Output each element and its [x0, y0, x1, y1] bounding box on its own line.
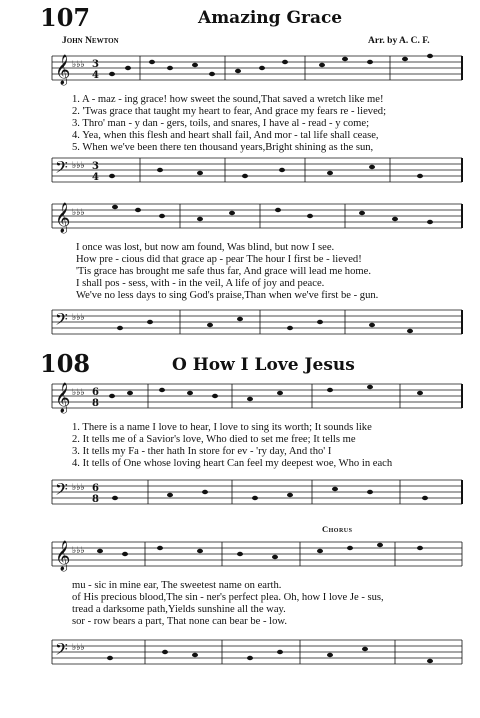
svg-text:3: 3	[92, 161, 99, 172]
verse-line: 4. It tells of One whose loving heart Can feel my deepest woe, Who in each	[72, 458, 393, 469]
svg-text:𝄞: 𝄞	[55, 383, 71, 413]
svg-text:♭♭♭: ♭♭♭	[72, 161, 85, 171]
svg-text:♭♭♭: ♭♭♭	[72, 483, 85, 493]
verse-line: 1. There is a name I love to hear, I love to sing its worth; It sounds like	[72, 422, 372, 433]
verse-line: 4. Yea, when this flesh and heart shall fail, And mor - tal life shall cease,	[72, 130, 379, 141]
verse-line: 3. It tells my Fa - ther hath In store for ev - 'ry day, And tho' I	[72, 446, 332, 457]
svg-text:♭♭♭: ♭♭♭	[72, 643, 85, 653]
hymn-arranger: Arr. by A. C. F.	[368, 36, 430, 46]
svg-text:𝄢: 𝄢	[55, 309, 68, 333]
verse-line: I shall pos - sess, with - in the veil, A life of joy and peace.	[76, 278, 325, 289]
svg-text:𝄢: 𝄢	[55, 479, 68, 503]
svg-text:𝄢: 𝄢	[55, 639, 68, 663]
svg-text:𝄞: 𝄞	[55, 55, 71, 85]
svg-text:8: 8	[92, 494, 99, 505]
hymn-title: Amazing Grace	[198, 8, 343, 28]
svg-text:𝄞: 𝄞	[55, 203, 71, 233]
svg-text:𝄢: 𝄢	[55, 157, 68, 181]
svg-text:4: 4	[92, 70, 99, 81]
svg-text:6: 6	[92, 483, 99, 494]
svg-text:♭♭♭: ♭♭♭	[72, 546, 85, 556]
svg-text:6: 6	[92, 387, 99, 398]
music-staff-bass	[0, 472, 480, 516]
svg-text:𝄞: 𝄞	[55, 541, 71, 571]
verse-line: 1. A - maz - ing grace! how sweet the sound,That saved a wretch like me!	[72, 94, 384, 105]
hymn-title: O How I Love Jesus	[172, 355, 355, 375]
verse-line: How pre - cious did that grace ap - pear The hour I first be - lieved!	[76, 254, 362, 265]
verse-line: 2. It tells me of a Savior's love, Who died to set me free; It tells me	[72, 434, 356, 445]
verse-line: mu - sic in mine ear, The sweetest name on earth.	[72, 580, 282, 591]
music-staff-treble	[0, 48, 480, 92]
svg-text:♭♭♭: ♭♭♭	[72, 208, 85, 218]
music-staff-treble	[0, 196, 480, 240]
music-staff-bass	[0, 152, 480, 192]
music-staff-bass	[0, 630, 480, 682]
hymn-number: 107	[40, 3, 91, 32]
music-staff-treble	[0, 534, 480, 578]
verse-line: 'Tis grace has brought me safe thus far, And grace will lead me home.	[76, 266, 371, 277]
svg-text:8: 8	[92, 398, 99, 409]
verse-line: 5. When we've been there ten thousand years,Bright shining as the sun,	[72, 142, 374, 153]
music-staff-treble	[0, 376, 480, 420]
svg-text:3: 3	[92, 59, 99, 70]
verse-line: 2. 'Twas grace that taught my heart to fear, And grace my fears re - lieved;	[72, 106, 387, 117]
verse-line: tread a darksome path,Yields sunshine all the way.	[72, 604, 286, 615]
verse-line: We've no less days to sing God's praise,Than when we've first be - gun.	[76, 290, 379, 301]
svg-text:♭♭♭: ♭♭♭	[72, 388, 85, 398]
verse-line: I once was lost, but now am found, Was blind, but now I see.	[76, 242, 335, 253]
verse-line: 3. Thro' man - y dan - gers, toils, and snares, I have al - read - y come;	[72, 118, 370, 129]
svg-text:4: 4	[92, 172, 99, 183]
verse-line: sor - row bears a part, That none can bear be - low.	[72, 616, 288, 627]
hymn-author: John Newton	[62, 36, 119, 46]
hymn-number: 108	[40, 349, 91, 378]
verse-line: of His precious blood,The sin - ner's perfect plea. Oh, how I love Je - sus,	[72, 592, 384, 603]
svg-text:♭♭♭: ♭♭♭	[72, 313, 85, 323]
chorus-label: Chorus	[322, 524, 353, 534]
music-staff-bass	[0, 302, 480, 346]
svg-text:♭♭♭: ♭♭♭	[72, 60, 85, 70]
